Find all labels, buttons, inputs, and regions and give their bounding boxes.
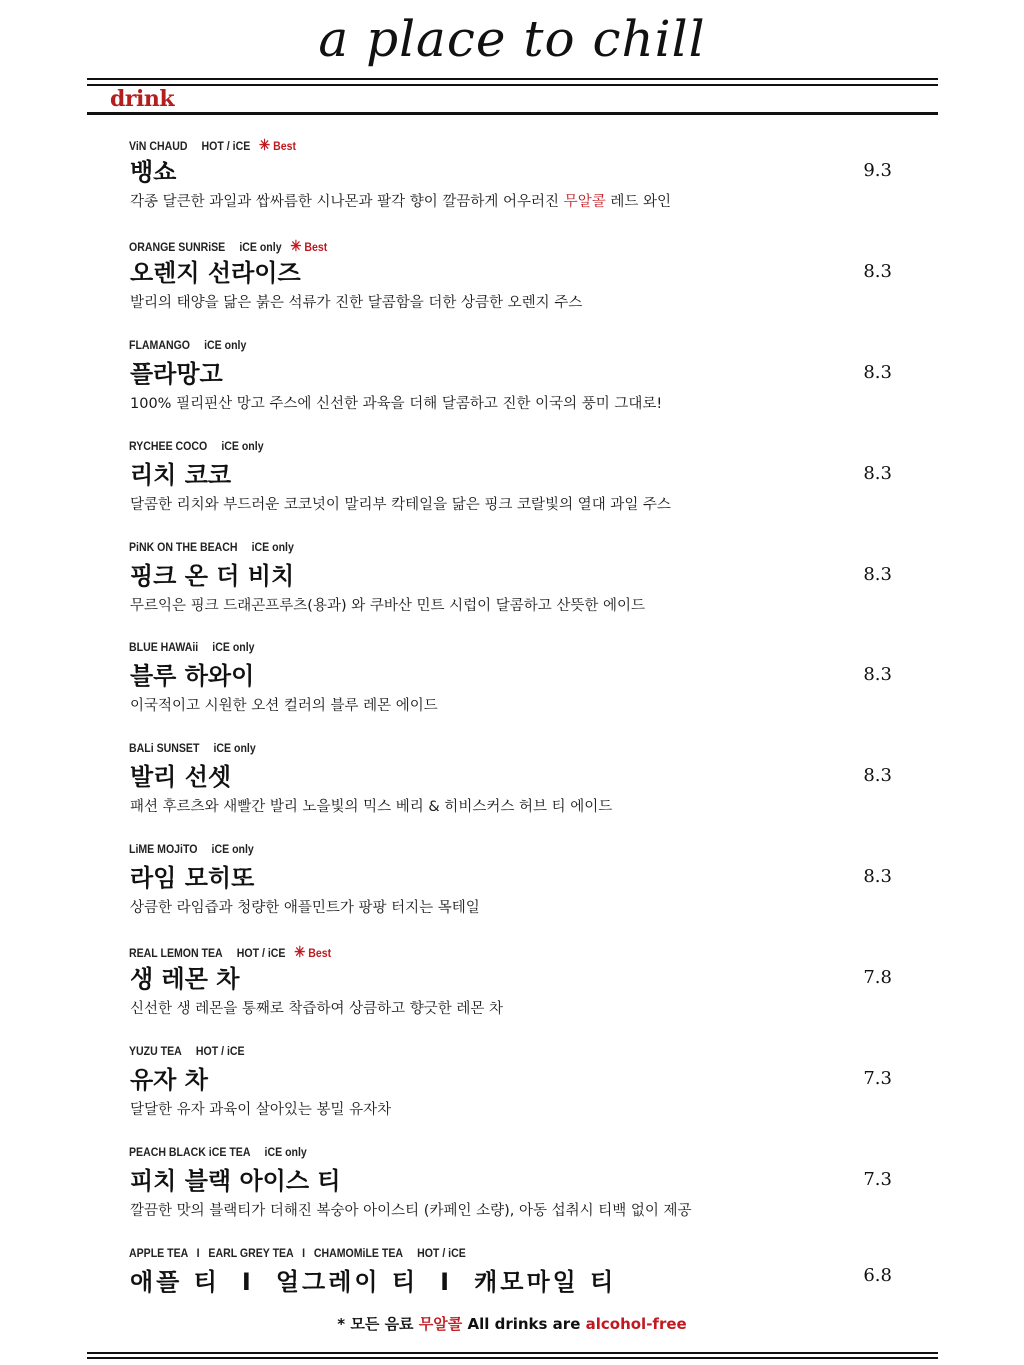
- item-options: iCE only: [204, 337, 247, 352]
- item-english-name: LiME MOJiTO: [129, 842, 198, 857]
- item-description: [130, 694, 438, 715]
- asterisk-icon: ✳: [290, 237, 302, 255]
- footnote: [0, 1313, 1024, 1334]
- menu-item: [0, 436, 1024, 537]
- footnote-text: * 모든 음료: [337, 1315, 419, 1333]
- item-meta: [129, 338, 246, 352]
- item-options: iCE only: [251, 539, 294, 554]
- item-name: 유자 차: [130, 1066, 208, 1095]
- item-english-name: BLUE HAWAii: [129, 640, 199, 655]
- item-price: 8.3: [863, 260, 892, 282]
- item-options: iCE only: [239, 239, 282, 254]
- section-rule: [87, 112, 938, 115]
- item-options: HOT / iCE: [195, 1044, 245, 1059]
- item-english-name: RYCHEE COCO: [129, 438, 208, 453]
- menu-item: [0, 335, 1024, 436]
- menu-item: [0, 637, 1024, 738]
- menu-item: [0, 133, 1024, 234]
- asterisk-icon: ✳: [294, 944, 306, 962]
- item-english-name: ORANGE SUNRiSE: [129, 239, 226, 254]
- menu-item: [0, 940, 1024, 1041]
- footnote-highlight: alcohol-free: [585, 1315, 687, 1333]
- item-description-text: 신선한 생 레몬을 통째로 착즙하여 상큼하고 향긋한 레몬 차: [130, 1001, 504, 1018]
- menu-item: [0, 234, 1024, 335]
- item-description: [130, 594, 645, 615]
- item-name: 뱅쇼: [130, 158, 177, 186]
- item-meta: [129, 1145, 307, 1159]
- best-badge: [290, 237, 328, 255]
- asterisk-icon: ✳: [259, 137, 271, 154]
- item-name: 블루 하와이: [130, 662, 255, 691]
- item-options: iCE only: [264, 1144, 307, 1159]
- item-name: 오렌지 선라이즈: [130, 258, 301, 287]
- item-name-part: 얼그레이 티: [275, 1267, 419, 1296]
- best-label: Best: [308, 946, 332, 961]
- item-price: 9.3: [863, 160, 892, 181]
- item-name: 발리 선셋: [130, 763, 232, 792]
- item-description: [130, 997, 503, 1018]
- menu-item: [0, 1142, 1024, 1243]
- item-description-text: 패션 후르츠와 새빨간 발리 노을빛의 믹스 베리 & 히비스커스 허브 티 에이드: [130, 799, 613, 816]
- item-price: 7.3: [863, 1068, 892, 1090]
- item-options: iCE only: [212, 640, 255, 655]
- item-meta: [129, 540, 294, 554]
- item-name-part: 캐모마일 티: [474, 1267, 617, 1296]
- item-description: [130, 896, 480, 917]
- item-meta: [129, 842, 254, 856]
- item-meta: [129, 640, 255, 654]
- item-name: 리치 코코: [130, 460, 232, 489]
- item-description-text: 100% 필리핀산 망고 주스에 신선한 과육을 더해 달콤하고 진한 이국의 풍미 그대로!: [130, 395, 663, 412]
- item-options: HOT / iCE: [417, 1245, 466, 1260]
- item-name: [130, 1262, 616, 1297]
- item-english-name: PiNK ON THE BEACH: [129, 539, 238, 554]
- footnote-highlight: 무알콜: [418, 1315, 463, 1333]
- item-price: 6.8: [863, 1264, 892, 1286]
- item-options: HOT / iCE: [236, 946, 286, 961]
- item-options: HOT / iCE: [201, 139, 251, 153]
- item-english-name: APPLE TEA I EARL GREY TEA I CHAMOMiLE TEA: [129, 1245, 404, 1260]
- item-description: [130, 1199, 691, 1220]
- item-english-name: ViN CHAUD: [129, 139, 188, 153]
- item-name: 플라망고: [130, 359, 223, 388]
- best-label: Best: [304, 239, 328, 254]
- item-description-text: 발리의 태양을 닮은 붉은 석류가 진한 달콤함을 더한 상큼한 오렌지 주스: [130, 294, 583, 311]
- item-name: 피치 블랙 아이스 티: [130, 1166, 341, 1195]
- item-price: 7.3: [863, 1168, 892, 1190]
- page-title: a place to chill: [318, 10, 706, 68]
- best-badge: [259, 139, 296, 153]
- item-english-name: FLAMANGO: [129, 337, 191, 352]
- item-english-name: REAL LEMON TEA: [129, 946, 223, 961]
- section-heading: drink: [110, 86, 175, 112]
- item-price: 7.8: [863, 967, 892, 989]
- bottom-rule-double: [87, 1357, 938, 1359]
- item-english-name: YUZU TEA: [129, 1044, 182, 1059]
- item-description: [130, 795, 612, 816]
- item-name: 생 레몬 차: [130, 965, 240, 994]
- footnote-text: All drinks are: [462, 1315, 586, 1333]
- item-description-text: 달달한 유자 과육이 살아있는 봉밀 유자차: [130, 1102, 392, 1119]
- item-price: 8.3: [863, 563, 892, 585]
- item-description-text: 달콤한 리치와 부드러운 코코넛이 말리부 칵테일을 닮은 핑크 코랄빛의 열대 과일 주스: [130, 496, 671, 513]
- item-meta: [129, 1246, 466, 1260]
- item-meta: [129, 1044, 245, 1058]
- item-name-part: 애플 티: [130, 1267, 220, 1296]
- item-description-text: 레드 와인: [605, 194, 671, 210]
- separator: I: [440, 1267, 453, 1296]
- top-rule: [87, 78, 938, 80]
- item-name: 핑크 온 더 비치: [130, 561, 295, 590]
- item-description-text: 각종 달큰한 과일과 쌉싸름한 시나몬과 팔각 향이 깔끔하게 어우러진: [130, 194, 564, 210]
- best-label: Best: [273, 139, 296, 153]
- menu-list: [0, 133, 1024, 1344]
- item-options: iCE only: [211, 842, 254, 857]
- bottom-rule: [87, 1352, 938, 1354]
- item-description-text: 무르익은 핑크 드래곤프루츠(용과) 와 쿠바산 민트 시럽이 달콤하고 산뜻한 에이드: [130, 597, 646, 614]
- item-options: iCE only: [213, 741, 256, 756]
- item-description: [130, 493, 671, 514]
- item-description: [130, 190, 671, 211]
- item-meta: [129, 741, 256, 755]
- menu-item: [0, 537, 1024, 638]
- item-options: iCE only: [221, 438, 264, 453]
- item-description-highlight: 무알콜: [563, 194, 606, 210]
- item-description: [130, 1098, 391, 1119]
- item-price: 8.3: [863, 866, 892, 888]
- menu-item: [0, 738, 1024, 839]
- item-english-name: BALi SUNSET: [129, 741, 200, 756]
- menu-item: [0, 1041, 1024, 1142]
- item-description-text: 깔끔한 맛의 블랙티가 더해진 복숭아 아이스티 (카페인 소량), 아동 섭취시 티백 없이 제공: [130, 1202, 692, 1219]
- best-badge: [294, 946, 331, 960]
- item-description: [130, 291, 582, 312]
- item-price: 8.3: [863, 765, 892, 787]
- item-english-name: PEACH BLACK iCE TEA: [129, 1144, 251, 1159]
- menu-item: [0, 839, 1024, 940]
- item-price: 8.3: [863, 361, 892, 383]
- item-price: 8.3: [863, 664, 892, 686]
- item-description: [130, 392, 662, 413]
- item-description-text: 이국적이고 시원한 오션 컬러의 블루 레몬 에이드: [130, 698, 438, 715]
- item-name: 라임 모히또: [130, 864, 255, 893]
- top-rule-double: [87, 84, 938, 86]
- item-description-text: 상큼한 라임즙과 청량한 애플민트가 팡팡 터지는 목테일: [130, 900, 480, 917]
- separator: I: [241, 1267, 254, 1296]
- item-meta: [129, 439, 264, 453]
- item-price: 8.3: [863, 462, 892, 484]
